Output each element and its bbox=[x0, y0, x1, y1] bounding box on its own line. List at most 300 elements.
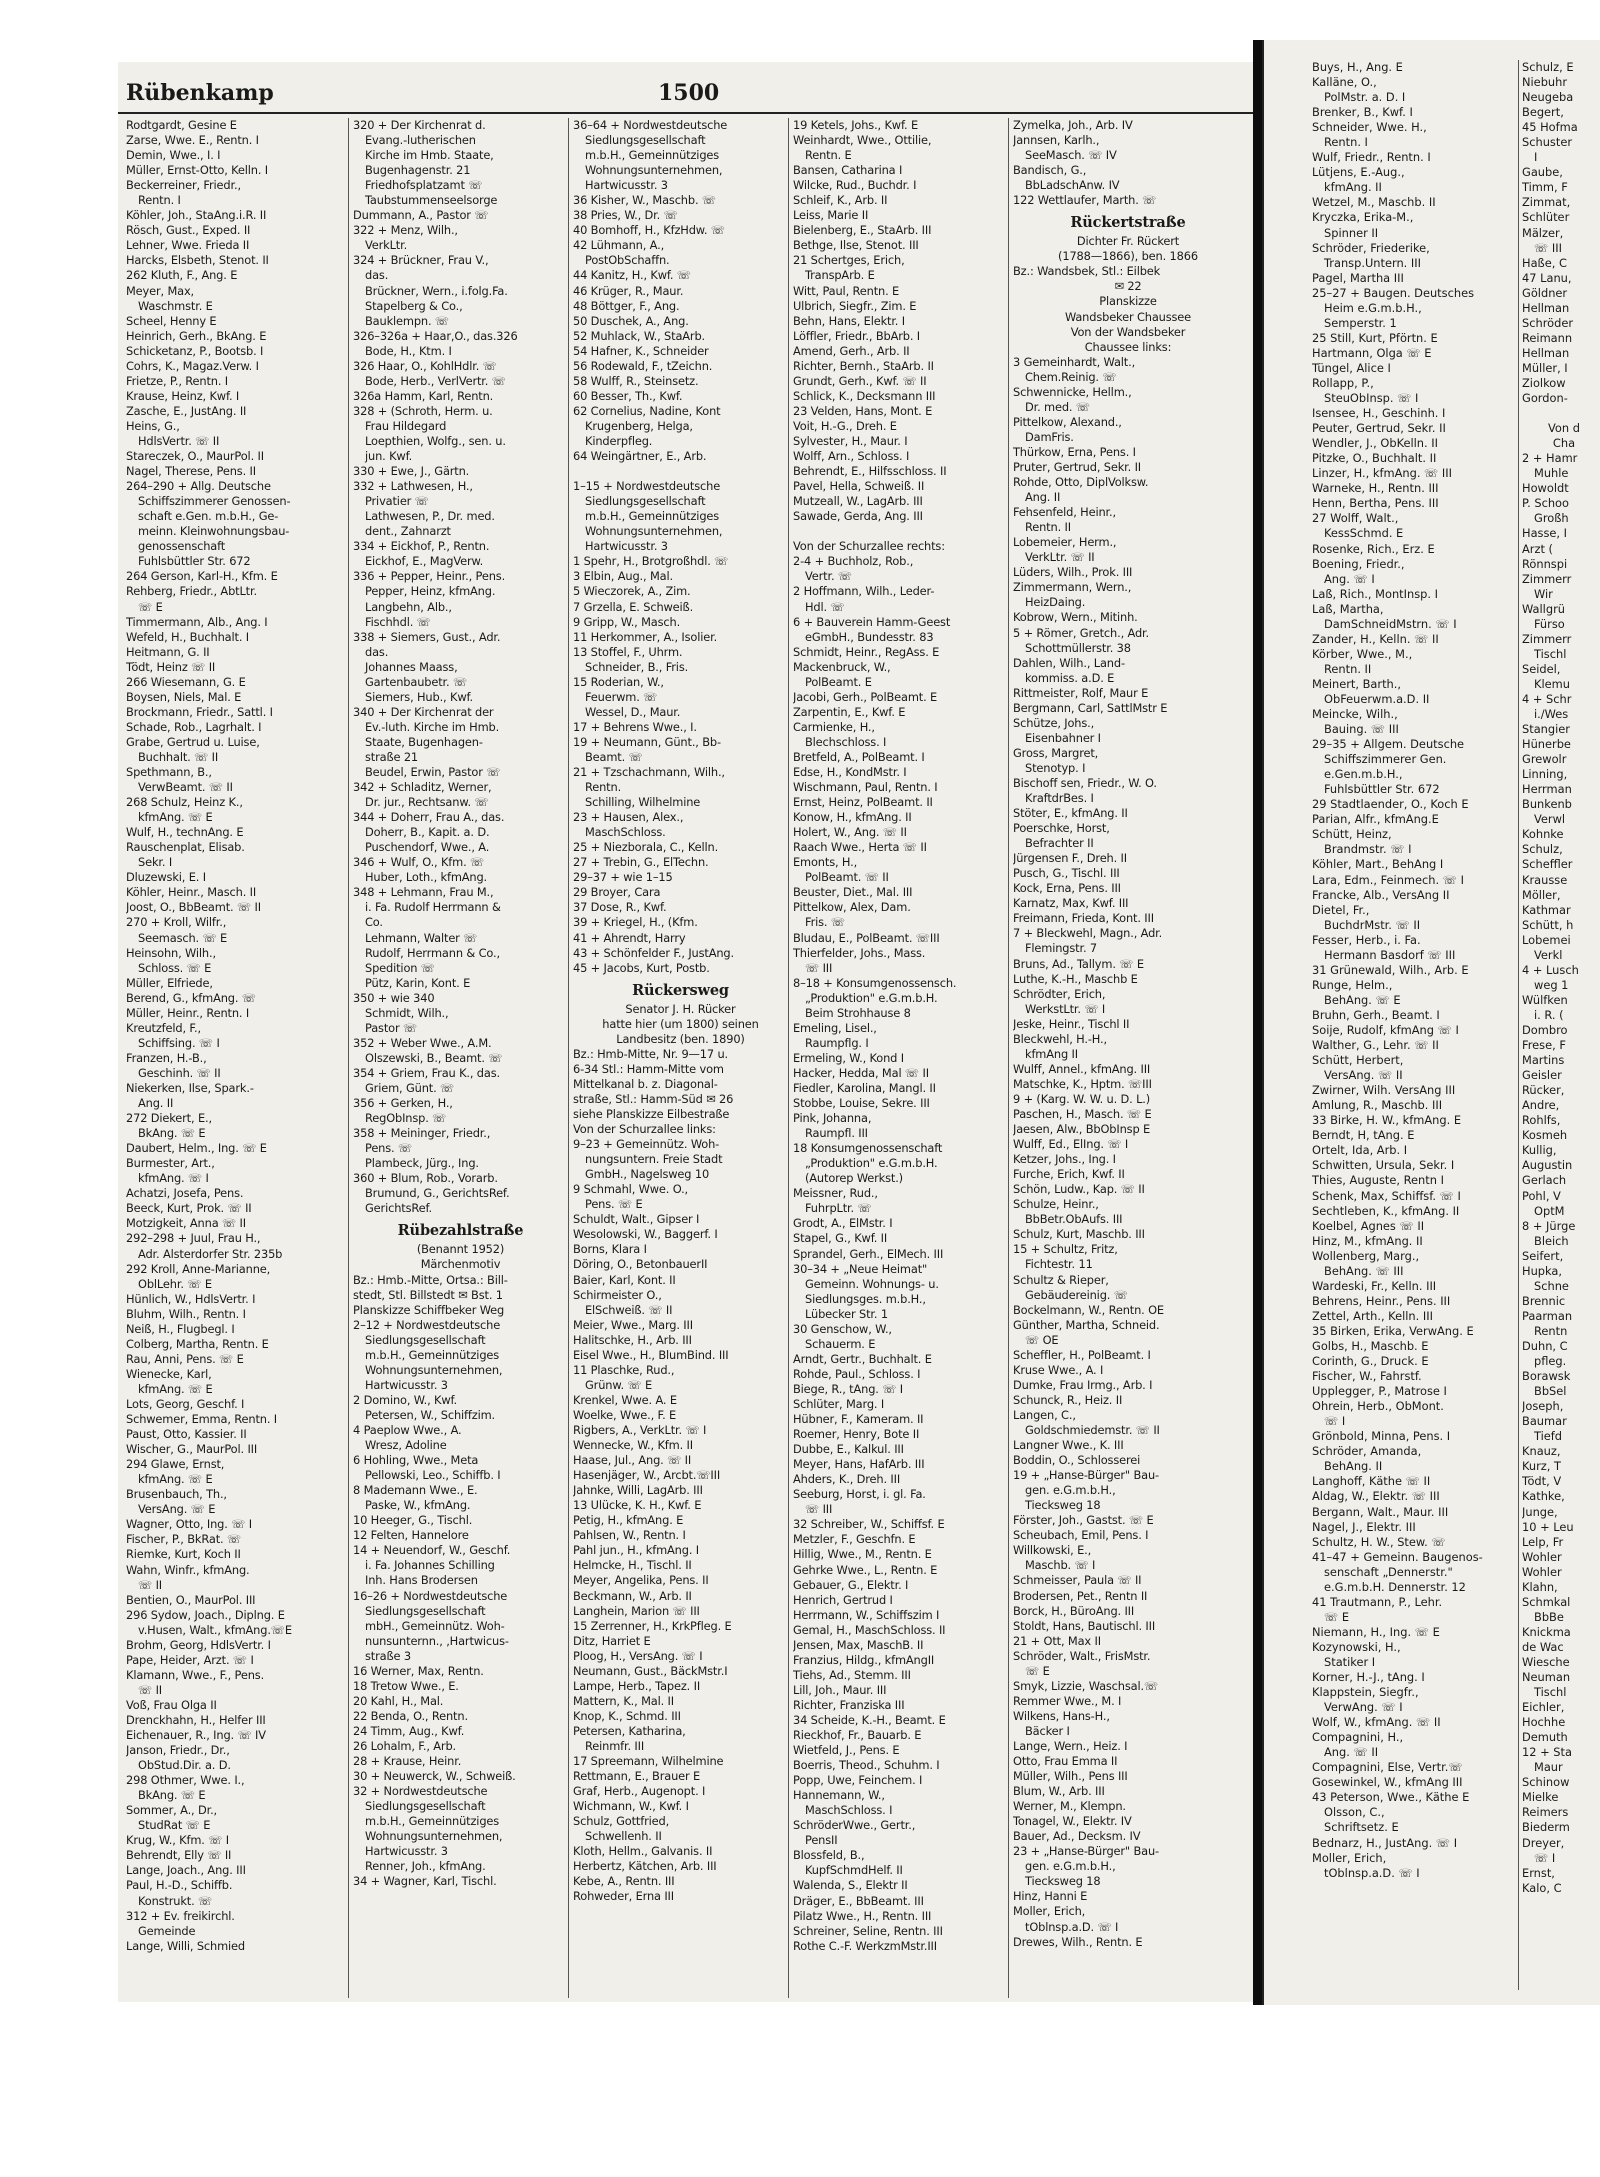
directory-entry: Kalläne, O., bbox=[1312, 75, 1377, 90]
entry-continuation: Schiffsing. ☏ I bbox=[138, 1035, 220, 1050]
directory-entry: 11 Herkommer, A., Isolier. bbox=[573, 629, 718, 644]
directory-entry: Timm, F bbox=[1522, 180, 1568, 195]
entry-continuation: schaft e.Gen. m.b.H., Ge- bbox=[138, 509, 279, 524]
directory-entry: Karnatz, Max, Kwf. III bbox=[1013, 896, 1129, 911]
entry-continuation: weg 1 bbox=[1534, 977, 1569, 992]
directory-entry: 8 Mademann Wwe., E. bbox=[353, 1483, 478, 1498]
entry-continuation: Bauklempn. ☏ bbox=[365, 313, 450, 328]
directory-entry: Bauer, Ad., Decksm. IV bbox=[1013, 1829, 1141, 1844]
directory-entry: 9 Gripp, W., Masch. bbox=[573, 614, 681, 629]
directory-entry: Demuth bbox=[1522, 1730, 1568, 1745]
directory-entry: Runge, Helm., bbox=[1312, 977, 1393, 992]
directory-entry: 122 Wettlaufer, Marth. ☏ bbox=[1013, 193, 1157, 208]
directory-entry: Lampe, Herb., Tapez. II bbox=[573, 1678, 701, 1693]
entry-continuation: Hartwicusstr. 3 bbox=[365, 1844, 448, 1859]
directory-entry: Harcks, Elsbeth, Stenot. II bbox=[126, 253, 269, 268]
entry-continuation: e.Gen.m.b.H., bbox=[1324, 767, 1403, 782]
entry-continuation: Semperstr. 1 bbox=[1324, 315, 1397, 330]
entry-continuation: Bugenhagenstr. 21 bbox=[365, 163, 471, 178]
directory-entry: 338 + Siemers, Gust., Adr. bbox=[353, 629, 501, 644]
directory-entry: Brennic bbox=[1522, 1293, 1566, 1308]
entry-continuation: das. bbox=[365, 268, 389, 283]
entry-continuation: OblLehr. ☏ E bbox=[138, 1276, 212, 1291]
directory-entry: 9 + (Karg. W. W. u. D. L.) bbox=[1013, 1091, 1151, 1106]
facing-page bbox=[1262, 40, 1600, 2005]
directory-entry: Köhler, Joh., StaAng.i.R. II bbox=[126, 208, 267, 223]
directory-entry: Mackenbruck, W., bbox=[793, 659, 891, 674]
directory-entry: Joost, O., BbBeamt. ☏ II bbox=[126, 900, 261, 915]
entry-continuation: i. R. ( bbox=[1534, 1007, 1564, 1022]
directory-entry: Poerschke, Horst, bbox=[1013, 821, 1110, 836]
directory-entry: Boerris, Theod., Schuhm. I bbox=[793, 1758, 940, 1773]
directory-entry: Wienecke, Karl, bbox=[126, 1366, 212, 1381]
directory-entry: Thürkow, Erna, Pens. I bbox=[1013, 444, 1136, 459]
directory-entry: Schmeisser, Paula ☏ II bbox=[1013, 1573, 1142, 1588]
directory-entry: Schulze, Heinr., bbox=[1013, 1197, 1099, 1212]
entry-continuation: Wohnungsunternehmen, bbox=[365, 1362, 503, 1377]
directory-entry: Hellman bbox=[1522, 345, 1570, 360]
directory-entry: Müller, Elfriede, bbox=[126, 975, 213, 990]
entry-continuation: Dr. jur., Rechtsanw. ☏ bbox=[365, 795, 489, 810]
directory-entry: Zasche, E., JustAng. II bbox=[126, 403, 247, 418]
directory-entry: Konow, H., kfmAng. II bbox=[793, 810, 912, 825]
entry-continuation: Pellowski, Leo., Schiffb. I bbox=[365, 1468, 501, 1483]
entry-continuation: Hartwicusstr. 3 bbox=[585, 178, 668, 193]
directory-entry: Meyer, Max, bbox=[126, 283, 195, 298]
entry-continuation: kfmAng. ☏ I bbox=[138, 1171, 209, 1186]
directory-entry: 12 + Sta bbox=[1522, 1745, 1572, 1760]
directory-entry: Kohnke bbox=[1522, 827, 1564, 842]
entry-continuation: OptM bbox=[1534, 1203, 1565, 1218]
directory-entry: Wagner, Otto, Ing. ☏ I bbox=[126, 1517, 252, 1532]
directory-entry: Borns, Klara I bbox=[573, 1242, 647, 1257]
entry-continuation: Brückner, Wern., i.folg.Fa. bbox=[365, 283, 508, 298]
directory-entry: Tiehs, Ad., Stemm. III bbox=[793, 1667, 911, 1682]
directory-entry: Wesolowski, W., Baggerf. I bbox=[573, 1227, 718, 1242]
directory-entry: Junge, bbox=[1522, 1504, 1558, 1519]
directory-entry: 19 Ketels, Johs., Kwf. E bbox=[793, 118, 918, 132]
directory-entry: Wefeld, H., Buchhalt. I bbox=[126, 629, 249, 644]
directory-entry: Scheubach, Emil, Pens. I bbox=[1013, 1528, 1149, 1543]
entry-continuation: VerwBeamt. ☏ II bbox=[138, 780, 233, 795]
directory-entry: 31 Grünewald, Wilh., Arb. E bbox=[1312, 962, 1469, 977]
directory-entry: Zwirner, Wilh. VersAng III bbox=[1312, 1083, 1456, 1098]
running-head-street: Rübenkamp bbox=[126, 80, 274, 106]
directory-entry: Schlick, K., Decksmann III bbox=[793, 388, 936, 403]
directory-entry: Rönnspi bbox=[1522, 556, 1568, 571]
entry-continuation: ☏ OE bbox=[1025, 1332, 1059, 1347]
directory-entry: Fischer, P., BkRat. ☏ bbox=[126, 1532, 242, 1547]
directory-entry: P. Schoo bbox=[1522, 496, 1569, 511]
directory-entry: Grodt, A., ElMstr. I bbox=[793, 1216, 893, 1231]
directory-entry: Schütt, Herbert, bbox=[1312, 1053, 1404, 1068]
entry-continuation: Lübecker Str. 1 bbox=[805, 1306, 888, 1321]
directory-entry: 47 Lanu, bbox=[1522, 270, 1572, 285]
street-note: (1788—1866), ben. 1866 bbox=[1058, 249, 1198, 264]
directory-entry: de Wac bbox=[1522, 1639, 1564, 1654]
entry-continuation: Schriftsetz. E bbox=[1324, 1820, 1399, 1835]
directory-entry: Wohler bbox=[1522, 1564, 1562, 1579]
directory-entry: Mittelkanal b. z. Diagonal- bbox=[573, 1076, 718, 1091]
entry-continuation: Siedlungsgesellschaft bbox=[365, 1603, 486, 1618]
directory-entry: 17 + Behrens Wwe., I. bbox=[573, 719, 697, 734]
directory-entry: Pahlsen, W., Rentn. I bbox=[573, 1528, 686, 1543]
directory-entry: Kobrow, Wern., Mitinh. bbox=[1013, 610, 1138, 625]
directory-entry: Bunkenb bbox=[1522, 797, 1572, 812]
directory-entry: Pahl jun., H., kfmAng. I bbox=[573, 1543, 699, 1558]
directory-entry: Hillig, Wwe., M., Rentn. E bbox=[793, 1547, 932, 1562]
directory-entry: Gordon- bbox=[1522, 391, 1568, 406]
directory-entry: Petig, H., kfmAng. E bbox=[573, 1513, 684, 1528]
directory-entry: Langhein, Marion ☏ III bbox=[573, 1603, 700, 1618]
directory-entry: Wilkens, Hans-H., bbox=[1013, 1708, 1110, 1723]
directory-entry: Hacker, Hedda, Mal ☏ II bbox=[793, 1065, 929, 1080]
directory-entry: Achatzi, Josefa, Pens. bbox=[126, 1186, 244, 1201]
entry-continuation: VerwAng. ☏ I bbox=[1324, 1700, 1403, 1715]
entry-continuation: Pens. ☏ bbox=[365, 1141, 413, 1156]
entry-continuation: Gemeinde bbox=[138, 1923, 196, 1938]
entry-continuation: TranspArb. E bbox=[805, 268, 875, 283]
directory-entry: Voit, H.-G., Dreh. E bbox=[793, 418, 897, 433]
directory-entry: 12 Felten, Hannelore bbox=[353, 1528, 469, 1543]
street-note: Cha bbox=[1552, 436, 1576, 451]
directory-entry: Langner Wwe., K. III bbox=[1013, 1438, 1124, 1453]
directory-entry: Köhler, Mart., BehAng I bbox=[1312, 857, 1444, 872]
directory-entry: Fiedler, Karolina, Mangl. II bbox=[793, 1081, 936, 1095]
directory-entry: Neumann, Gust., BäckMstr.I bbox=[573, 1663, 728, 1678]
entry-continuation: Schiffszimmerer Gen. bbox=[1324, 752, 1447, 767]
directory-entry: Francke, Alb., VersAng II bbox=[1312, 887, 1450, 902]
directory-entry: Schwitten, Ursula, Sekr. I bbox=[1312, 1158, 1455, 1173]
directory-entry: Paarman bbox=[1522, 1308, 1573, 1323]
directory-entry: Leiss, Marie II bbox=[793, 208, 869, 223]
directory-entry: Wichmann, W., Kwf. I bbox=[573, 1799, 689, 1814]
entry-continuation: Fürso bbox=[1534, 616, 1565, 631]
entry-continuation: Beamt. ☏ bbox=[585, 749, 643, 764]
directory-entry: Niebuhr bbox=[1522, 75, 1568, 90]
entry-continuation: Siedlungsgesellschaft bbox=[365, 1799, 486, 1814]
entry-continuation: Adr. Alsterdorfer Str. 235b bbox=[138, 1246, 283, 1261]
directory-entry: Hinz, Hanni E bbox=[1013, 1889, 1088, 1904]
entry-continuation: Klemu bbox=[1534, 676, 1570, 691]
entry-continuation: Siedlungsges. m.b.H., bbox=[805, 1291, 926, 1306]
directory-entry: 2–12 + Nordwestdeutsche bbox=[353, 1317, 501, 1332]
directory-entry: 29–37 + wie 1–15 bbox=[573, 870, 673, 885]
entry-continuation: Pepper, Heinz, kfmAng. bbox=[365, 584, 496, 599]
directory-entry: Bethge, Ilse, Stenot. III bbox=[793, 238, 919, 253]
directory-entry: 22 Benda, O., Rentn. bbox=[353, 1708, 468, 1723]
directory-entry: Dräger, E., BbBeamt. III bbox=[793, 1893, 924, 1908]
entry-continuation: Plambeck, Jürg., Ing. bbox=[365, 1156, 479, 1171]
entry-continuation: Stapelberg & Co., bbox=[365, 298, 463, 313]
directory-entry: Beckerreiner, Friedr., bbox=[126, 178, 241, 193]
directory-entry: 344 + Doherr, Frau A., das. bbox=[353, 810, 505, 825]
directory-entry: Arzt ( bbox=[1522, 541, 1553, 556]
directory-entry: Scheel, Henny E bbox=[126, 313, 217, 328]
directory-entry: 42 Lühmann, A., bbox=[573, 238, 665, 253]
directory-entry: Buys, H., Ang. E bbox=[1312, 60, 1403, 74]
directory-entry: Schultz, H. W., Stew. ☏ bbox=[1312, 1534, 1446, 1549]
street-note: Von der Wandsbeker bbox=[1070, 324, 1186, 339]
directory-entry: Schulz, bbox=[1522, 842, 1563, 857]
directory-entry: Müller, Heinr., Rentn. I bbox=[126, 1005, 250, 1020]
directory-entry: Nagel, Therese, Pens. II bbox=[126, 464, 256, 479]
directory-entry: Warneke, H., Rentn. III bbox=[1312, 481, 1439, 496]
entry-continuation: straße 3 bbox=[365, 1648, 411, 1663]
directory-entry: Heitmann, G. II bbox=[126, 644, 210, 659]
column-3 bbox=[568, 118, 788, 1998]
entry-continuation: Pütz, Karin, Kont. E bbox=[365, 975, 471, 990]
entry-continuation: Lathwesen, P., Dr. med. bbox=[365, 509, 495, 524]
entry-continuation: Schloss. ☏ E bbox=[138, 960, 212, 975]
directory-entry: 27 Wolff, Walt., bbox=[1312, 511, 1399, 526]
entry-continuation: Geschinh. ☏ II bbox=[138, 1065, 221, 1080]
facing-column-1 bbox=[1312, 60, 1512, 1990]
directory-entry: Stoldt, Hans, Bautischl. III bbox=[1013, 1618, 1156, 1633]
directory-entry: Neiß, H., Flugbegl. I bbox=[126, 1321, 235, 1336]
directory-entry: Richter, Bernh., StaArb. II bbox=[793, 358, 934, 373]
directory-entry: 30–34 + „Neue Heimat" bbox=[793, 1261, 928, 1276]
directory-entry: Pavel, Hella, Schweiß. II bbox=[793, 479, 925, 494]
entry-continuation: BehAng. II bbox=[1324, 1459, 1383, 1474]
directory-entry: Ernst, bbox=[1522, 1865, 1555, 1880]
facing-column-2 bbox=[1518, 60, 1600, 1990]
entry-continuation: Maschb. ☏ I bbox=[1025, 1558, 1096, 1573]
directory-entry: Schwennicke, Hellm., bbox=[1013, 384, 1132, 399]
directory-entry: 322 + Menz, Wilh., bbox=[353, 223, 458, 238]
directory-entry: Müller, Ernst-Otto, Kelln. I bbox=[126, 163, 269, 178]
directory-entry: Förster, Joh., Gastst. ☏ E bbox=[1013, 1513, 1154, 1528]
directory-entry: Thies, Auguste, Rentn I bbox=[1312, 1173, 1444, 1188]
directory-entry: Kruse Wwe., A. I bbox=[1013, 1362, 1104, 1377]
entry-continuation: kfmAng II bbox=[1025, 1046, 1078, 1061]
book-gutter bbox=[1253, 40, 1262, 2005]
entry-continuation: Spinner II bbox=[1324, 225, 1379, 240]
entry-continuation: Schneider, B., Fris. bbox=[585, 659, 689, 674]
directory-entry: Wardeski, Fr., Kelln. III bbox=[1312, 1278, 1437, 1293]
directory-entry: 41 Trautmann, P., Lehr. bbox=[1312, 1594, 1443, 1609]
directory-entry: Augustin bbox=[1522, 1158, 1573, 1173]
directory-entry: Bentien, O., MaurPol. III bbox=[126, 1592, 256, 1607]
entry-continuation: Sekr. I bbox=[138, 855, 173, 870]
entry-continuation: ☏ E bbox=[138, 599, 163, 614]
entry-continuation: Schauerm. E bbox=[805, 1336, 876, 1351]
directory-entry: Korner, H.-J., tAng. I bbox=[1312, 1670, 1425, 1685]
entry-continuation: Co. bbox=[365, 915, 383, 930]
directory-entry: 40 Bomhoff, H., KfzHdw. ☏ bbox=[573, 223, 725, 238]
directory-entry: Kloth, Hellm., Galvanis. II bbox=[573, 1844, 713, 1859]
directory-entry: 6 Hohling, Wwe., Meta bbox=[353, 1453, 479, 1468]
directory-entry: Krenkel, Wwe. A. E bbox=[573, 1392, 677, 1407]
directory-entry: Cohrs, K., Magaz.Verw. I bbox=[126, 358, 259, 373]
directory-entry: 328 + (Schroth, Herm. u. bbox=[353, 403, 493, 418]
directory-entry: Schulz, E bbox=[1522, 60, 1574, 74]
directory-entry: Scheffler, H., PolBeamt. I bbox=[1013, 1347, 1151, 1362]
entry-continuation: Loepthien, Wolfg., sen. u. bbox=[365, 433, 506, 448]
directory-entry: Bednarz, H., JustAng. ☏ I bbox=[1312, 1835, 1458, 1850]
entry-continuation: m.b.H., Gemeinnütziges bbox=[585, 509, 720, 524]
entry-continuation: SeeMasch. ☏ IV bbox=[1025, 148, 1117, 163]
street-note: (Benannt 1952) bbox=[416, 1242, 505, 1257]
entry-continuation: „Produktion" e.G.m.b.H. bbox=[805, 990, 938, 1005]
directory-entry: 60 Besser, Th., Kwf. bbox=[573, 388, 683, 403]
directory-entry bbox=[573, 464, 788, 479]
directory-entry: Langen, C., bbox=[1013, 1407, 1076, 1422]
entry-continuation: Eisenbahner I bbox=[1025, 730, 1101, 745]
entry-continuation: tOblnsp.a.D. ☏ I bbox=[1324, 1865, 1420, 1880]
directory-entry: Freimann, Frieda, Kont. III bbox=[1013, 911, 1154, 926]
entry-continuation: Krugenberg, Helga, bbox=[585, 418, 693, 433]
entry-continuation: Grünw. ☏ E bbox=[585, 1377, 653, 1392]
directory-entry: Rothe C.-F. WerkzmMstr.III bbox=[793, 1938, 937, 1953]
page-number: 1500 bbox=[658, 80, 720, 106]
directory-entry: Fesser, Herb., i. Fa. bbox=[1312, 932, 1421, 947]
directory-entry: Henn, Bertha, Pens. III bbox=[1312, 496, 1439, 511]
entry-continuation: Statiker I bbox=[1324, 1654, 1376, 1669]
entry-continuation: meinn. Kleinwohnungsbau- bbox=[138, 524, 290, 539]
directory-entry: Schicketanz, P., Bootsb. I bbox=[126, 343, 264, 358]
directory-entry: Dahlen, Wilh., Land- bbox=[1013, 655, 1125, 670]
directory-entry: Rieckhof, Fr., Bauarb. E bbox=[793, 1728, 922, 1743]
directory-entry: 24 Timm, Aug., Kwf. bbox=[353, 1723, 465, 1738]
entry-continuation: Fichtestr. 11 bbox=[1025, 1257, 1093, 1272]
directory-entry: Rücker, bbox=[1522, 1083, 1565, 1098]
directory-entry: 26 Lohalm, F., Arb. bbox=[353, 1738, 456, 1753]
entry-continuation: Fuhlsbüttler Str. 672 bbox=[1324, 782, 1440, 797]
directory-entry: 264 Gerson, Karl-H., Kfm. E bbox=[126, 569, 278, 584]
entry-continuation: Griem, Günt. ☏ bbox=[365, 1081, 455, 1095]
directory-entry: Bretfeld, A., PolBeamt. I bbox=[793, 749, 925, 764]
entry-continuation: FuhrpLtr. ☏ bbox=[805, 1201, 872, 1216]
directory-entry: Kurz, T bbox=[1522, 1459, 1561, 1474]
directory-entry: Stangier bbox=[1522, 722, 1570, 737]
directory-entry: 32 + Nordwestdeutsche bbox=[353, 1784, 488, 1799]
directory-entry: Willkowski, E., bbox=[1013, 1543, 1092, 1558]
entry-continuation: Olszewski, B., Beamt. ☏ bbox=[365, 1050, 503, 1065]
entry-continuation: Tiefd bbox=[1534, 1429, 1563, 1444]
entry-continuation: Ang. II bbox=[138, 1096, 174, 1111]
directory-entry: 34 Scheide, K.-H., Beamt. E bbox=[793, 1712, 946, 1727]
directory-entry: Pruter, Gertrud, Sekr. II bbox=[1013, 459, 1142, 474]
entry-continuation: Maur bbox=[1534, 1760, 1563, 1775]
directory-entry: Amend, Gerh., Arb. II bbox=[793, 343, 910, 358]
directory-entry: Franzius, Hildg., kfmAngII bbox=[793, 1652, 935, 1667]
directory-entry: Möller, bbox=[1522, 887, 1561, 902]
entry-continuation: Stenotyp. I bbox=[1025, 760, 1086, 775]
entry-continuation: DamFris. bbox=[1025, 429, 1074, 444]
directory-entry: Howoldt bbox=[1522, 481, 1569, 496]
entry-continuation: Schiffszimmerer Genossen- bbox=[138, 494, 291, 509]
directory-entry: Berend, G., kfmAng. ☏ bbox=[126, 990, 256, 1005]
directory-entry: Zimmerr bbox=[1522, 571, 1572, 586]
directory-entry: Schreiner, Seline, Rentn. III bbox=[793, 1923, 943, 1938]
directory-entry: Stöter, E., kfmAng. II bbox=[1013, 806, 1128, 821]
directory-entry: 4 + Schr bbox=[1522, 691, 1572, 706]
directory-entry: 8–18 + Konsumgenossensch. bbox=[793, 975, 957, 990]
directory-entry: Ahders, K., Dreh. III bbox=[793, 1472, 901, 1487]
directory-entry: 32 Schreiber, W., Schiffsf. E bbox=[793, 1517, 945, 1532]
entry-continuation: Pastor ☏ bbox=[365, 1020, 418, 1035]
directory-entry: Boddin, O., Schlosserei bbox=[1013, 1453, 1141, 1468]
directory-entry: 8 + Jürge bbox=[1522, 1218, 1576, 1233]
entry-continuation: (Autorep Werkst.) bbox=[805, 1171, 903, 1186]
directory-entry: Hochhe bbox=[1522, 1715, 1566, 1730]
directory-entry: 38 Pries, W., Dr. ☏ bbox=[573, 208, 678, 223]
directory-entry: Geisler bbox=[1522, 1068, 1562, 1083]
directory-entry: Wülfken bbox=[1522, 992, 1568, 1007]
directory-entry bbox=[1522, 406, 1600, 421]
directory-entry: Duhn, C bbox=[1522, 1338, 1568, 1353]
directory-entry: Reimann bbox=[1522, 330, 1573, 345]
directory-entry: Eichenauer, R., Ing. ☏ IV bbox=[126, 1728, 266, 1743]
directory-entry: Ploog, H., VersAng. ☏ I bbox=[573, 1648, 703, 1663]
directory-entry: Helmcke, H., Tischl. II bbox=[573, 1558, 692, 1573]
entry-continuation: Chem.Reinig. ☏ bbox=[1025, 369, 1117, 384]
directory-entry: Kreutzfeld, F., bbox=[126, 1020, 201, 1035]
directory-entry bbox=[793, 524, 1008, 539]
directory-entry: Kathmar bbox=[1522, 902, 1571, 917]
directory-entry: Hannemann, W., bbox=[793, 1788, 885, 1803]
directory-entry: Rigbers, A., VerkLtr. ☏ I bbox=[573, 1422, 707, 1437]
entry-continuation: Renner, Joh., kfmAng. bbox=[365, 1859, 486, 1874]
directory-entry: Ermeling, W., Kond I bbox=[793, 1050, 904, 1065]
entry-continuation: Rentn. I bbox=[1324, 135, 1368, 150]
directory-entry: 27 + Trebin, G., ElTechn. bbox=[573, 855, 709, 870]
directory-entry: Kebe, A., Rentn. III bbox=[573, 1874, 675, 1889]
directory-entry: Heinsohn, Wilh., bbox=[126, 945, 216, 960]
entry-continuation: Taubstummenseelsorge bbox=[365, 193, 498, 208]
directory-entry: 44 Kanitz, H., Kwf. ☏ bbox=[573, 268, 691, 283]
entry-continuation: Transp.Untern. III bbox=[1324, 255, 1422, 270]
entry-continuation: Bäcker I bbox=[1025, 1723, 1070, 1738]
entry-continuation: Frau Hildegard bbox=[365, 418, 447, 433]
directory-entry: Schlüter, Marg. I bbox=[793, 1396, 885, 1411]
entry-continuation: BkAng. ☏ E bbox=[138, 1126, 206, 1141]
entry-continuation: Evang.-lutherischen bbox=[365, 133, 476, 148]
directory-entry: Kalo, C bbox=[1522, 1880, 1562, 1895]
directory-entry: Mutzeall, W., LagArb. III bbox=[793, 494, 923, 509]
directory-entry: Werner, M., Klempn. bbox=[1013, 1799, 1126, 1814]
entry-continuation: Schmidt, Wilh., bbox=[365, 1005, 449, 1020]
directory-entry: Demin, Wwe., I. I bbox=[126, 148, 221, 163]
directory-entry: Zarpentin, E., Kwf. E bbox=[793, 704, 906, 719]
directory-entry: Furche, Erich, Kwf. II bbox=[1013, 1167, 1125, 1182]
directory-entry: Klappstein, Siegfr., bbox=[1312, 1685, 1419, 1700]
directory-entry: 262 Kluth, F., Ang. E bbox=[126, 268, 238, 283]
entry-continuation: genossenschaft bbox=[138, 539, 226, 554]
directory-entry: Blossfeld, B., bbox=[793, 1848, 865, 1863]
directory-entry: Jürgensen F., Dreh. II bbox=[1013, 851, 1127, 866]
directory-entry: Von der Schurzallee rechts: bbox=[793, 539, 945, 554]
directory-entry: Colberg, Martha, Rentn. E bbox=[126, 1336, 269, 1351]
directory-entry: 9–23 + Gemeinnütz. Woh- bbox=[573, 1137, 720, 1152]
directory-entry: Klamann, Wwe., F., Pens. bbox=[126, 1667, 265, 1682]
directory-entry: Heinrich, Gerh., BkAng. E bbox=[126, 328, 267, 343]
directory-entry: 294 Glawe, Ernst, bbox=[126, 1457, 225, 1472]
directory-entry: Bandisch, G., bbox=[1013, 163, 1087, 178]
directory-entry: Otto, Frau Emma II bbox=[1013, 1754, 1118, 1769]
directory-entry: 41 + Ahrendt, Harry bbox=[573, 930, 686, 945]
directory-entry: Eichler, bbox=[1522, 1700, 1565, 1715]
entry-continuation: StudRat ☏ E bbox=[138, 1818, 211, 1833]
directory-entry: Popp, Uwe, Feinchem. I bbox=[793, 1773, 923, 1788]
directory-entry: Biederm bbox=[1522, 1820, 1570, 1835]
directory-entry: 2 Hoffmann, Wilh., Leder- bbox=[793, 584, 935, 599]
directory-entry: Schmkal bbox=[1522, 1594, 1571, 1609]
directory-entry: Zimmat, bbox=[1522, 195, 1571, 210]
directory-entry: Göldner bbox=[1522, 285, 1568, 300]
directory-entry: Frese, F bbox=[1522, 1038, 1566, 1053]
